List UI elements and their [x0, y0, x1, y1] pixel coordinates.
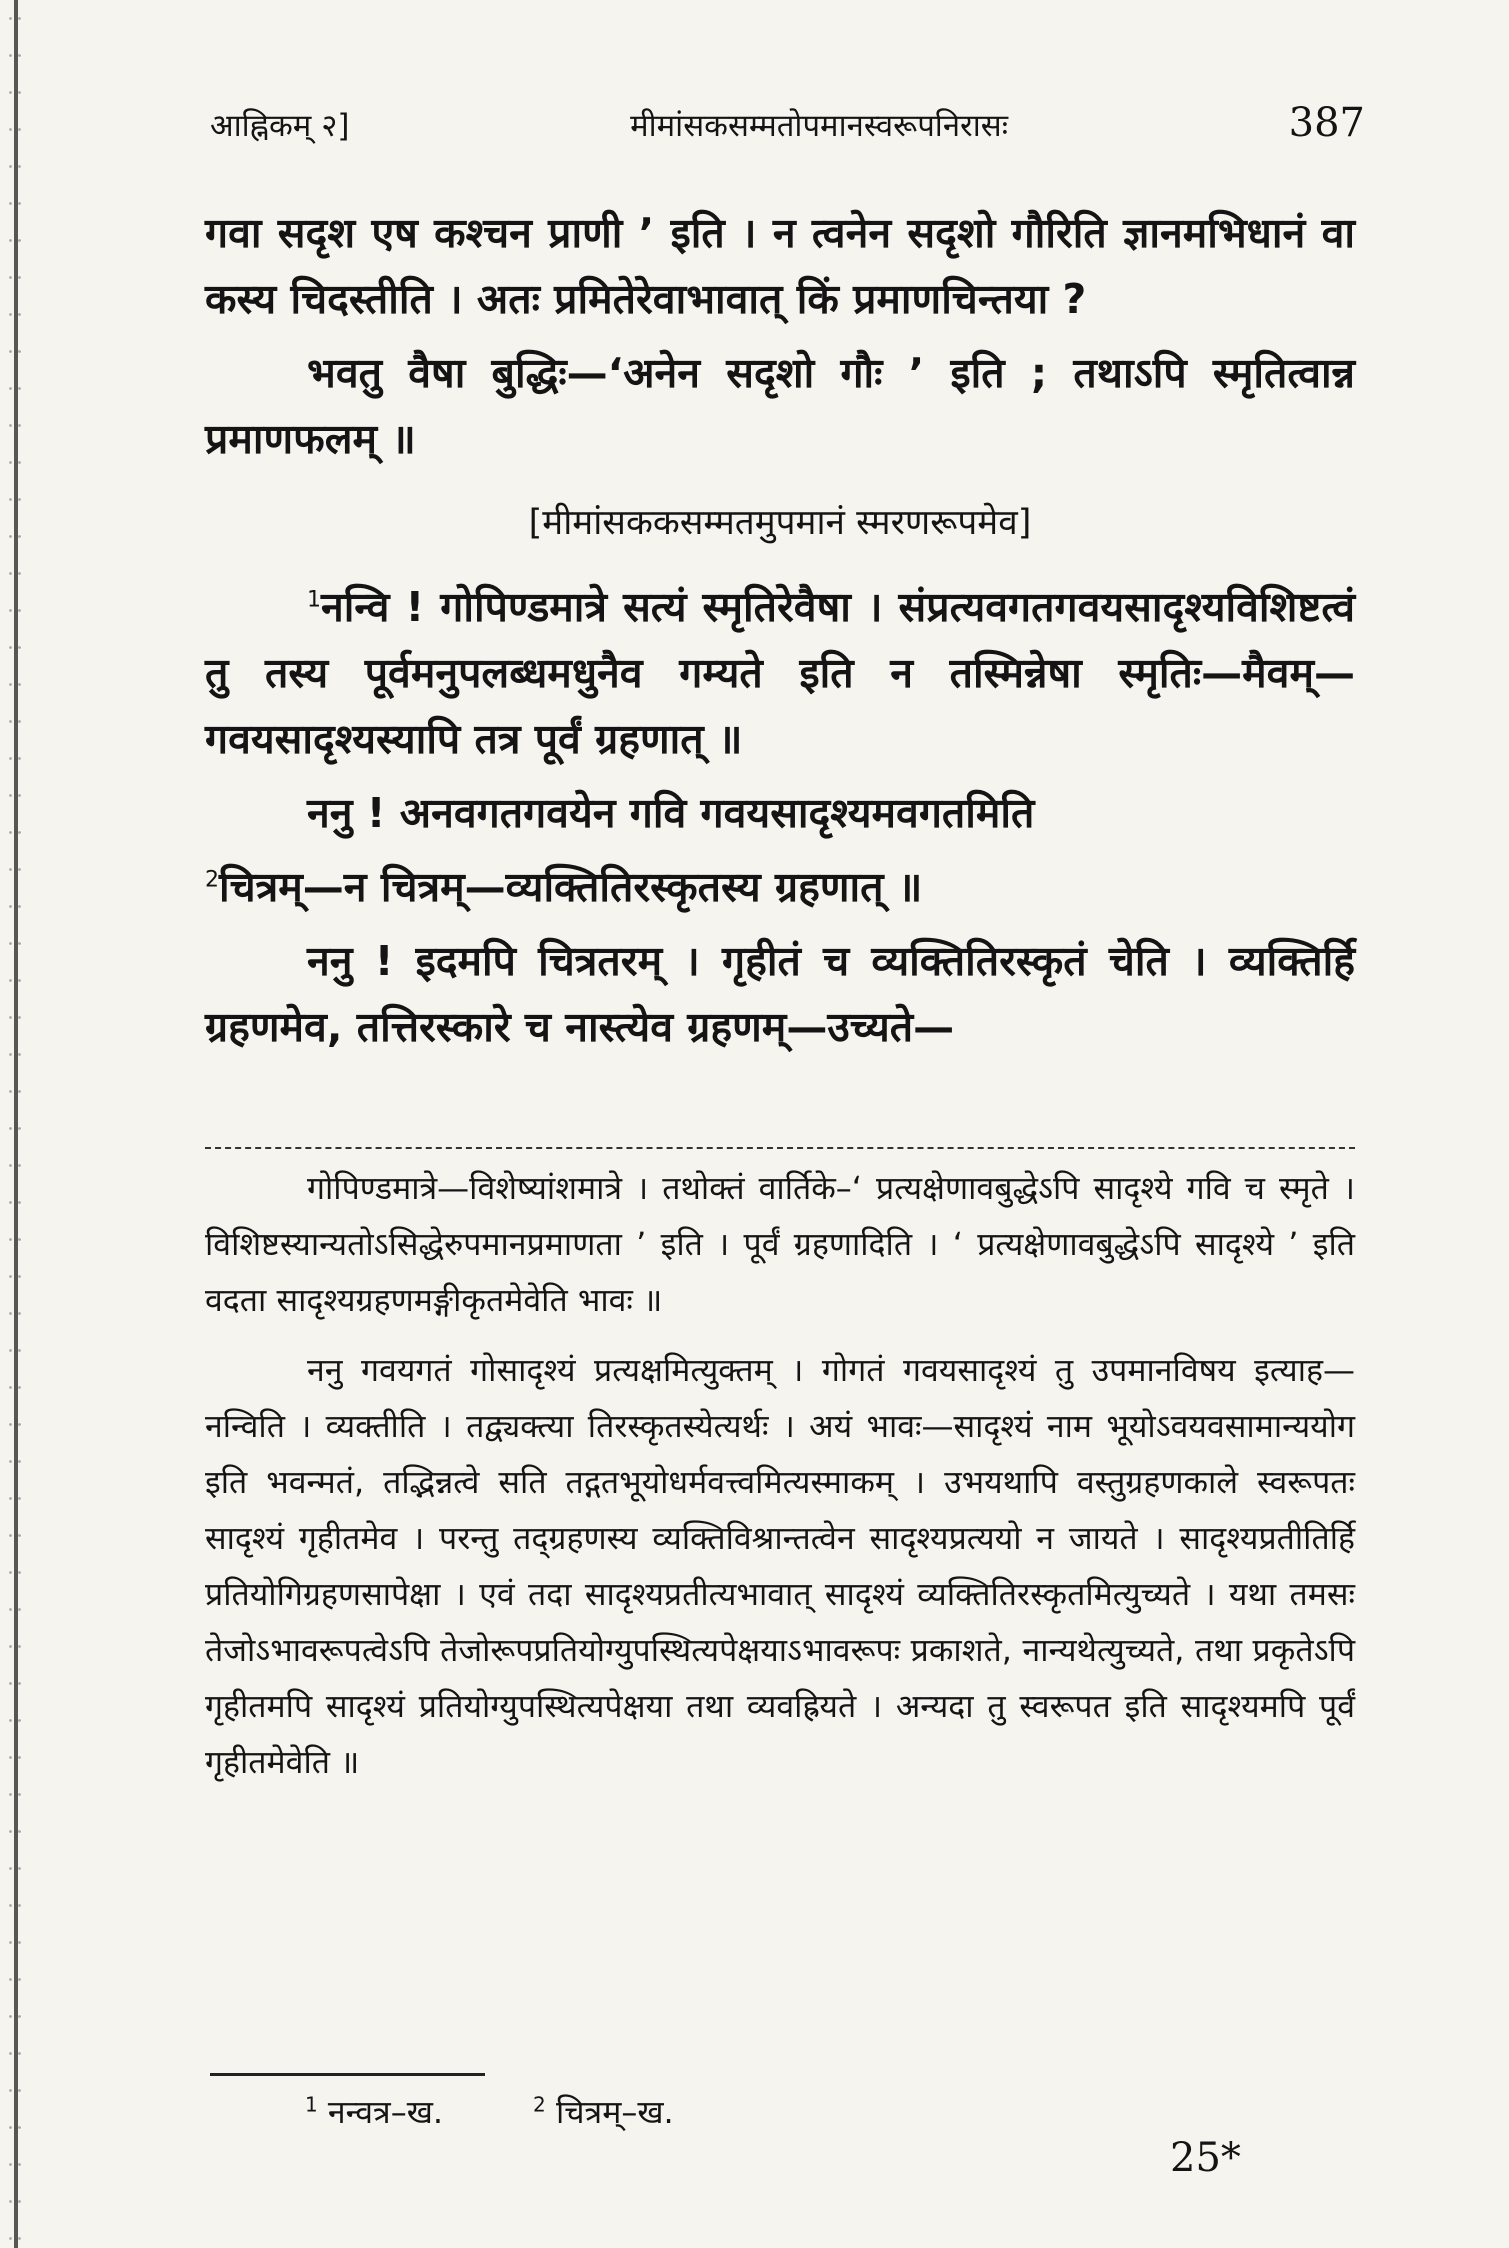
main-paragraph-3: [205, 574, 1355, 772]
running-header: [210, 100, 1365, 160]
footnote-1-marker: 1: [305, 2092, 318, 2117]
commentary-divider: [205, 1147, 1355, 1149]
header-chapter: आह्निकम् २]: [210, 108, 350, 144]
commentary-paragraph-1: गोपिण्डमात्रे—विशेष्यांशमात्रे । तथोक्तं वार्तिके–‘ प्रत्यक्षेणावबुद्धेऽपि सादृश्ये गवि च स्मृते । विशिष्टस्यान्यतोऽसिद्धेरुपमानप्रमाणता ’ इति । पूर्वं ग्रहणादिति । ‘ प्रत्यक्षेणावबुद्धेऽपि सादृश्ये ’ इति वदता सादृश्यग्रहणमङ्गीकृतमेवेति भावः ॥: [205, 1169, 1355, 1319]
commentary: [205, 1160, 1355, 1804]
main-paragraph-6: ननु ! इदमपि चित्रतरम् । गृहीतं च व्यक्तितिरस्कृतं चेति । व्यक्तिर्हि ग्रहणमेव, तत्तिरस्कारे च नास्त्येव ग्रहणम्—उच्यते—: [205, 937, 1355, 1051]
signature-mark: 25*: [1170, 2135, 1241, 2181]
footnotes: [305, 2090, 674, 2133]
footnote-1-text: नन्वत्र–ख.: [327, 2093, 444, 2131]
footnote-2-text: चित्रम्–ख.: [555, 2093, 674, 2131]
footnote-marker-2: 2: [205, 867, 219, 893]
footnote-2-marker: 2: [533, 2092, 546, 2117]
main-paragraph-5-text: चित्रम्—न चित्रम्—व्यक्तितिरस्कृतस्य ग्रहणात् ॥: [219, 863, 923, 911]
main-paragraph-5: [205, 854, 1355, 920]
main-paragraph-4: ननु ! अनवगतगवयेन गवि गवयसादृश्यमवगतमिति: [307, 789, 1035, 837]
header-title: मीमांसकसम्मतोपमानस्वरूपनिरासः: [630, 108, 1008, 144]
main-paragraph-1: गवा सदृश एष कश्चन प्राणी ’ इति । न त्वनेन सदृशो गौरिति ज्ञानमभिधानं वा कस्य चिदस्तीति । अतः प्रमितेरेवाभावात् किं प्रमाणचिन्तया ?: [205, 209, 1355, 323]
footnote-2: [533, 2090, 674, 2133]
footnote-1: [305, 2090, 443, 2133]
main-text: [205, 200, 1355, 1068]
main-paragraph-3-text: नन्वि ! गोपिण्डमात्रे सत्यं स्मृतिरेवैषा । संप्रत्यवगतगवयसादृश्यविशिष्टत्वं तु तस्य पूर्वमनुपलब्धमधुनैव गम्यते इति न तस्मिन्नेषा स्मृतिः—मैवम्—गवयसादृश्यस्यापि तत्र पूर्वं ग्रहणात् ॥: [205, 583, 1355, 763]
section-heading: [मीमांसककसम्मतमुपमानं स्मरणरूपमेव]: [528, 503, 1032, 543]
footnote-rule: [210, 2073, 485, 2076]
scan-noise: [6, 0, 26, 2248]
commentary-paragraph-2: ननु गवयगतं गोसादृश्यं प्रत्यक्षमित्युक्तम् । गोगतं गवयसादृश्यं तु उपमानविषय इत्याह—नन्विति । व्यक्तीति । तद्व्यक्त्या तिरस्कृतस्येत्यर्थः । अयं भावः—सादृश्यं नाम भूयोऽवयवसामान्ययोग इति भवन्मतं, तद्भिन्नत्वे सति तद्गतभूयोधर्मवत्त्वमित्यस्माकम् । उभयथापि वस्तुग्रहणकाले स्वरूपतः सादृश्यं गृहीतमेव । परन्तु तद्ग्रहणस्य व्यक्तिविश्रान्तत्वेन सादृश्यप्रत्ययो न जायते । सादृश्यप्रतीतिर्हि प्रतियोगिग्रहणसापेक्षा । एवं तदा सादृश्यप्रतीत्यभावात् सादृश्यं व्यक्तितिरस्कृतमित्युच्यते । यथा तमसः तेजोऽभावरूपत्वेऽपि तेजोरूपप्रतियोग्युपस्थित्यपेक्षयाऽभावरूपः प्रकाशते, नान्यथेत्युच्यते, तथा प्रकृतेऽपि गृहीतमपि सादृश्यं प्रतियोग्युपस्थित्यपेक्षया तथा व्यवह्रियते । अन्यदा तु स्वरूपत इति सादृश्यमपि पूर्वं गृहीतमेवेति ॥: [205, 1351, 1355, 1781]
page-number: 387: [1288, 100, 1365, 146]
footnote-marker-1: 1: [307, 587, 321, 613]
main-paragraph-2: भवतु वैषा बुद्धिः—‘अनेन सदृशो गौः ’ इति ; तथाऽपि स्मृतित्वान्न प्रमाणफलम् ॥: [205, 349, 1355, 463]
